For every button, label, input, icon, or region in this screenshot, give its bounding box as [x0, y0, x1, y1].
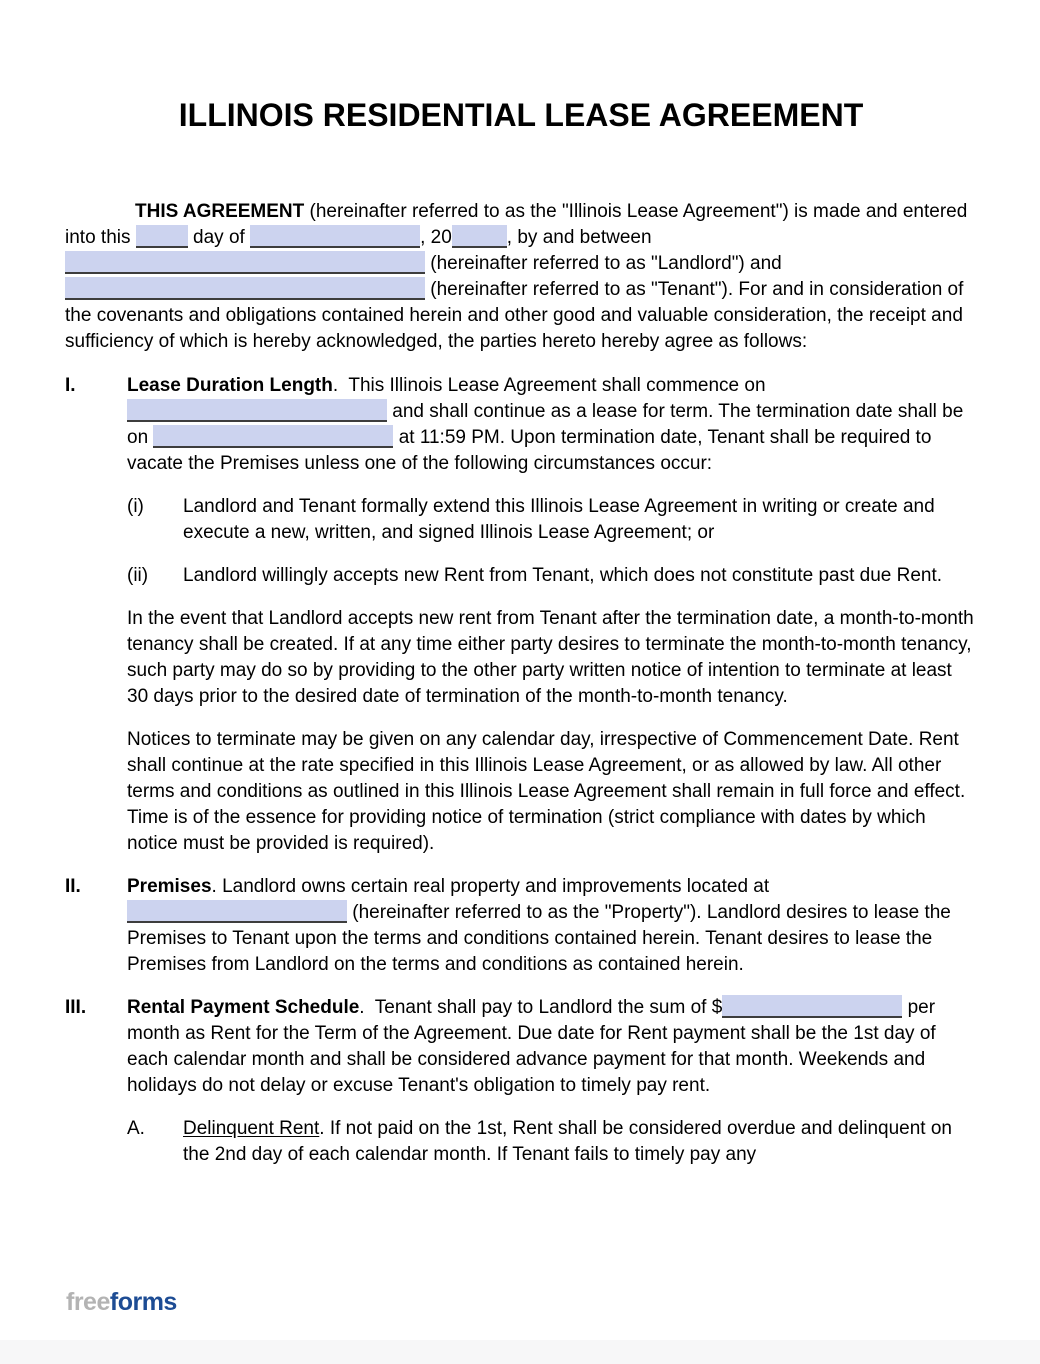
clause-ii-marker: (ii) [127, 565, 149, 586]
intro-paragraph [65, 199, 977, 355]
section-iii-text-2: per month as Rent for the Term of the Agreement. Due date for Rent payment shall be the 1st day of each calendar month and shall be considered advance payment for that month. Weekends and holidays do not delay or excuse Tenant's obligation to timely pay rent. [127, 997, 936, 1096]
intro-text-1: (hereinafter referred to as the "Illinois Lease Agreement") is made and entered into this [65, 201, 968, 248]
clause-i-marker: (i) [127, 496, 144, 517]
day-field[interactable] [136, 225, 188, 248]
section-i-heading: Lease Duration Length [127, 375, 333, 396]
section-ii-heading: Premises [127, 876, 212, 897]
intro-text-2: day of [187, 227, 251, 248]
section-ii-text-2: (hereinafter referred to as the "Property"). Landlord desires to lease the Premises to Tenant upon the terms and conditions contained herein. Tenant desires to lease the Premises from Landlord on the terms and conditions as contained herein. [127, 902, 951, 975]
notices-paragraph: Notices to terminate may be given on any calendar day, irrespective of Commencement Date. Rent shall continue at the rate specified in this Illinois Lease Agreement, or as allowed by law. All other terms and conditions as outlined in this Illinois Lease Agreement shall remain in full force and effect. Time is of the essence for providing notice of termination (strict compliance with dates by which notice must be provided is required). [127, 729, 966, 854]
clause-a-paragraph [183, 1116, 977, 1168]
section-i-paragraph [127, 373, 977, 477]
clause-ii [127, 563, 977, 589]
brand-forms: forms [109, 1288, 177, 1316]
document-title: ILLINOIS RESIDENTIAL LEASE AGREEMENT [178, 97, 864, 133]
section-rental-payment [65, 995, 977, 1099]
month-to-month-paragraph: In the event that Landlord accepts new rent from Tenant after the termination date, a month-to-month tenancy shall be created. If at any time either party desires to terminate the month-to-month tenancy, such party may do so by providing to the other party written notice of intention to terminate at least 30 days prior to the desired date of termination of the month-to-month tenancy. [127, 608, 974, 707]
intro-text-6: (hereinafter referred to as "Tenant"). For and in consideration of the covenants and obligations contained herein and other good and valuable consideration, the receipt and sufficiency of which is hereby acknowledged, the parties hereto hereby agree as follows: [65, 279, 964, 352]
intro-text-3: , 20 [420, 227, 452, 248]
clause-a-heading: Delinquent Rent [183, 1118, 320, 1139]
section-premises [65, 874, 977, 978]
landlord-name-field[interactable] [65, 251, 425, 274]
section-iii-heading: Rental Payment Schedule [127, 997, 360, 1018]
clause-i-text: Landlord and Tenant formally extend this Illinois Lease Agreement in writing or create and execute a new, written, and signed Illinois Lease Agreement; or [183, 496, 935, 543]
footer-brand [66, 1288, 177, 1316]
clause-a-marker: A. [127, 1118, 145, 1139]
clause-ii-text: Landlord willingly accepts new Rent from Tenant, which does not constitute past due Rent. [183, 565, 943, 586]
clause-a-text: . If not paid on the 1st, Rent shall be considered overdue and delinquent on the 2nd day of each calendar month. If Tenant fails to timely pay any [183, 1118, 952, 1165]
month-field[interactable] [250, 225, 420, 248]
clause-delinquent-rent [127, 1116, 977, 1168]
section-ii-number: II. [65, 876, 81, 897]
intro-text-4: , by and between [506, 227, 652, 248]
section-lease-duration [65, 373, 977, 477]
intro-text-5: (hereinafter referred to as "Landlord") and [425, 253, 782, 274]
section-i-text-2: and shall continue as a lease for term. The termination date shall be on [127, 401, 964, 448]
document-content [0, 95, 1040, 1168]
tenant-name-field[interactable] [65, 277, 425, 300]
section-ii-text-1: . Landlord owns certain real property and improvements located at [211, 876, 770, 897]
rent-amount-field[interactable] [722, 995, 902, 1018]
section-iii-number: III. [65, 997, 87, 1018]
section-iii-paragraph [127, 995, 977, 1099]
section-iii-text-1: . Tenant shall pay to Landlord the sum of $ [359, 997, 723, 1018]
section-ii-paragraph [127, 874, 977, 978]
year-field[interactable] [452, 225, 507, 248]
page-bottom-edge [0, 1340, 1040, 1364]
section-i-text-3: at 11:59 PM. Upon termination date, Tenant shall be required to vacate the Premises unless one of the following circumstances occur: [127, 427, 932, 474]
section-i-text-1: . This Illinois Lease Agreement shall commence on [332, 375, 766, 396]
clause-i [127, 494, 977, 546]
brand-free: free [66, 1288, 110, 1316]
intro-lead: THIS AGREEMENT [135, 201, 305, 222]
property-address-field[interactable] [127, 900, 347, 923]
termination-date-field[interactable] [153, 425, 393, 448]
section-i-number: I. [65, 375, 76, 396]
commencement-date-field[interactable] [127, 399, 387, 422]
